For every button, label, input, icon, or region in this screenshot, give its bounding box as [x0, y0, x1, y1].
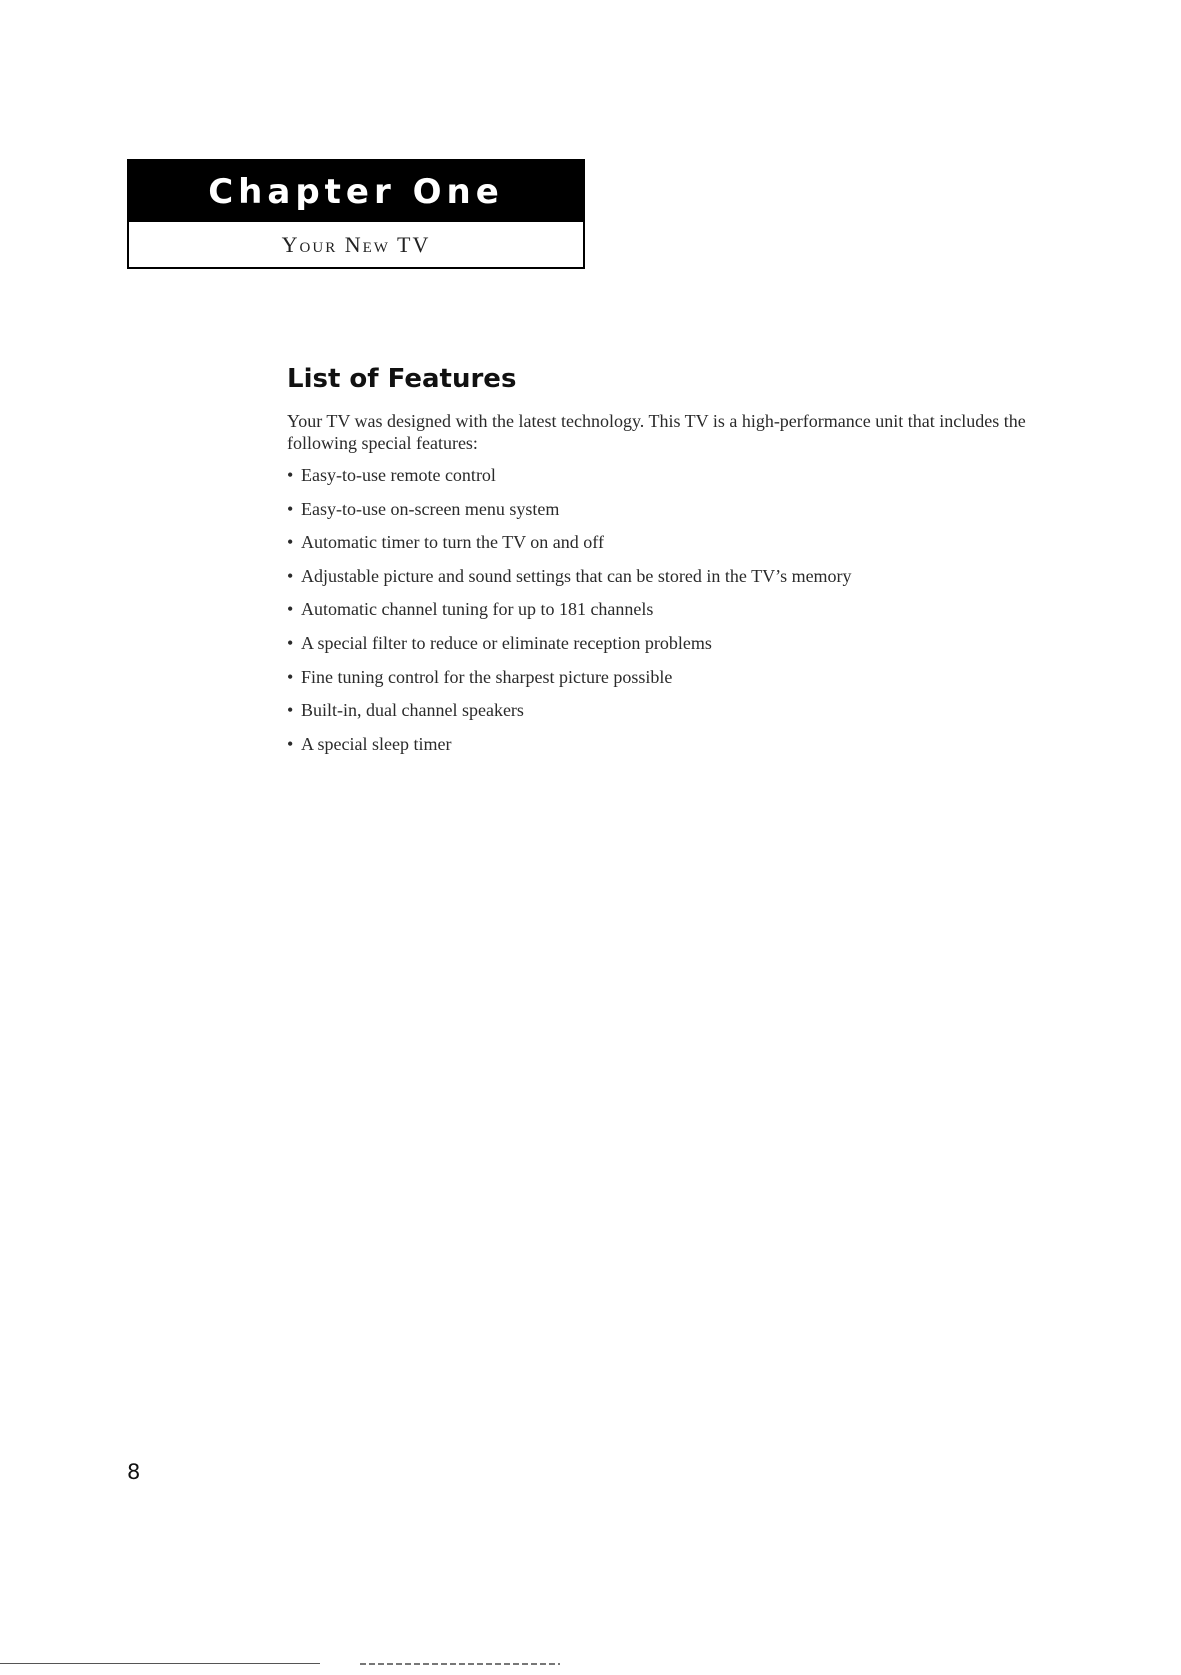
bullet-icon: •	[287, 700, 294, 721]
feature-item	[287, 498, 852, 532]
feature-item	[287, 598, 852, 632]
feature-text: Fine tuning control for the sharpest picture possible	[301, 666, 673, 687]
bullet-icon: •	[287, 599, 294, 620]
feature-list	[287, 464, 852, 766]
feature-item	[287, 733, 852, 767]
intro-paragraph: Your TV was designed with the latest technology. This TV is a high-performance unit that includes the following special features:	[287, 411, 1026, 453]
feature-text: Built-in, dual channel speakers	[301, 700, 524, 721]
feature-item	[287, 565, 852, 599]
bullet-icon: •	[287, 565, 294, 586]
chapter-title-bar	[129, 161, 583, 222]
bottom-rule	[0, 1663, 320, 1664]
bullet-icon: •	[287, 666, 294, 687]
chapter-subtitle: Your New TV	[281, 231, 431, 257]
bottom-dashes	[360, 1663, 560, 1665]
feature-text: Adjustable picture and sound settings that can be stored in the TV’s memory	[301, 565, 852, 586]
bullet-icon: •	[287, 632, 294, 653]
chapter-header	[127, 159, 585, 269]
feature-text: Automatic channel tuning for up to 181 channels	[301, 599, 654, 620]
feature-text: A special filter to reduce or eliminate reception problems	[301, 632, 712, 653]
bullet-icon: •	[287, 733, 294, 754]
bullet-icon: •	[287, 465, 294, 485]
feature-text: Automatic timer to turn the TV on and off	[301, 532, 604, 553]
feature-text: A special sleep timer	[301, 733, 452, 754]
section-heading: List of Features	[287, 364, 517, 394]
feature-item	[287, 531, 852, 565]
bullet-icon: •	[287, 532, 294, 553]
chapter-title: Chapter One	[208, 171, 504, 212]
bullet-icon: •	[287, 498, 294, 519]
feature-item	[287, 666, 852, 700]
page-number: 8	[127, 1460, 141, 1484]
feature-item	[287, 632, 852, 666]
feature-text: Easy-to-use remote control	[301, 465, 496, 485]
feature-text: Easy-to-use on-screen menu system	[301, 498, 560, 519]
feature-item	[287, 699, 852, 733]
chapter-subtitle-area	[129, 222, 583, 267]
feature-item	[287, 464, 852, 498]
